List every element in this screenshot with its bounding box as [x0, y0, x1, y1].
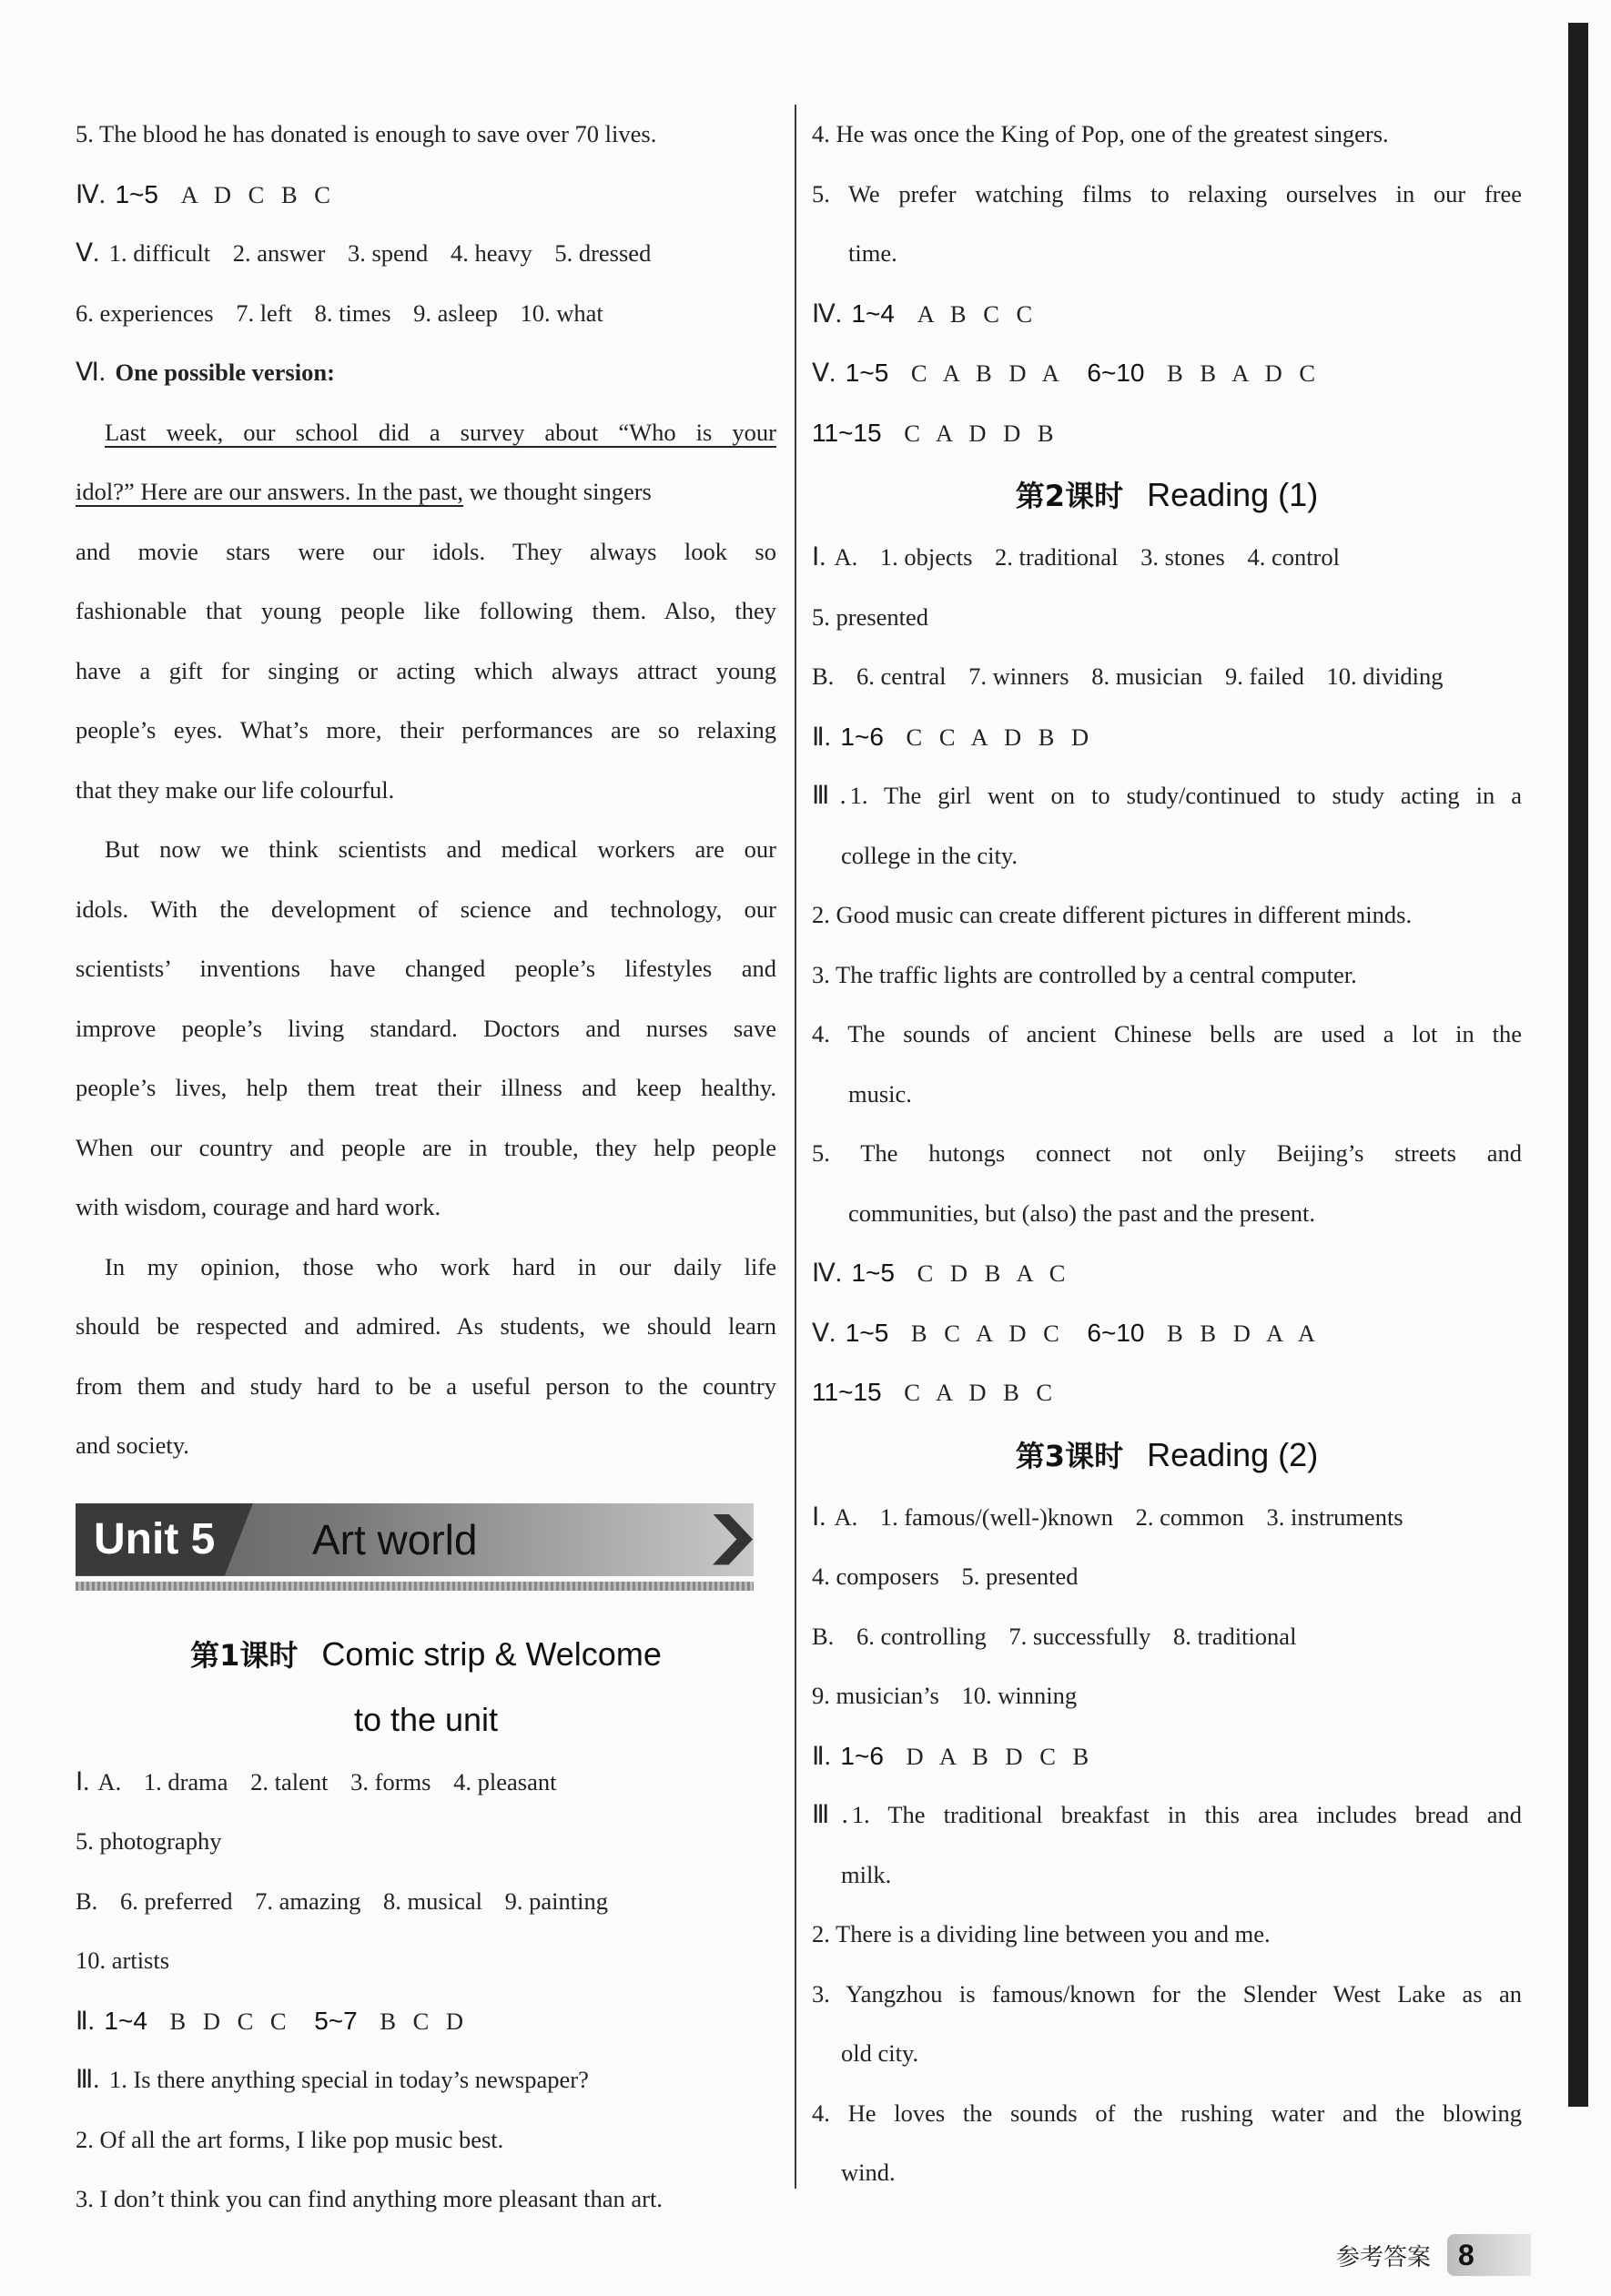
section-vi: Ⅵ. One possible version: — [76, 359, 335, 387]
answer-line: 3. I don’t think you can find anything more pleasant than art. — [76, 2185, 663, 2212]
right-column — [812, 105, 1522, 2203]
section-i-a: Ⅰ. A. 1. objects 2. traditional 3. stones 4. control — [812, 543, 1340, 571]
answer-line: milk. — [841, 1860, 892, 1888]
answer-line: college in the city. — [841, 841, 1018, 869]
essay-line: should be respected and admired. As students, we should learn — [76, 1312, 776, 1340]
essay-line: with wisdom, courage and hard work. — [76, 1193, 441, 1220]
essay-line: and movie stars were our idols. They always look so — [76, 537, 776, 565]
left-column — [76, 105, 776, 2230]
essay-line: idols. With the development of science and technology, our — [76, 895, 776, 923]
essay-line: and society. — [76, 1431, 189, 1459]
answer-line: 4. He was once the King of Pop, one of the greatest singers. — [812, 120, 1389, 147]
essay-line: people’s lives, help them treat their illness and keep healthy. — [76, 1074, 776, 1101]
section-i-b-row2: 10. artists — [76, 1947, 170, 1974]
essay-line: improve people’s living standard. Doctors and nurses save — [76, 1014, 776, 1042]
section-iii: Ⅲ. 1. Is there anything special in today’s newspaper? — [76, 2066, 589, 2094]
lesson-heading: 第1课时 Comic strip & Welcome — [190, 1634, 662, 1673]
essay-line: But now we think scientists and medical workers are our — [105, 835, 776, 863]
answer-line: old city. — [841, 2039, 919, 2067]
answer-line: 5. We prefer watching films to relaxing ourselves in our free — [812, 179, 1522, 207]
essay — [76, 403, 776, 1476]
answer-line: 3. The traffic lights are controlled by a central computer. — [812, 960, 1357, 988]
answer-line: 5. The hutongs connect not only Beijing’s streets and — [812, 1139, 1522, 1167]
essay-line: from them and study hard to be a useful person to the country — [76, 1371, 776, 1400]
answer-line: 2. Of all the art forms, I like pop music best. — [76, 2125, 504, 2153]
essay-line: have a gift for singing or acting which always attract young — [76, 656, 776, 684]
section-i-a-row2: 5. photography — [76, 1827, 222, 1855]
lesson-heading: 第2课时 Reading (1) — [1015, 476, 1319, 513]
answer-line: 4. He loves the sounds of the rushing water and the blowing — [812, 2099, 1522, 2127]
answer-line: 4. The sounds of ancient Chinese bells are used a lot in the — [812, 1020, 1522, 1047]
section-iii: Ⅲ. 1. The girl went on to study/continued to study acting in a — [812, 782, 1522, 810]
answer-line: 2. There is a dividing line between you and me. — [812, 1920, 1271, 1947]
section-iv: Ⅳ. 1~4 A B C C — [812, 298, 1039, 329]
section-ii: Ⅱ. 1~6 C C A D B D — [812, 722, 1095, 752]
section-v: Ⅴ. 1~5 B C A D C 6~10 B B D A A — [812, 1318, 1322, 1348]
section-v-row2: 6. experiences 7. left 8. times 9. asleep 10. what — [76, 298, 603, 327]
answer-line: 3. Yangzhou is famous/known for the Slender West Lake as an — [812, 1979, 1522, 2008]
section-v: Ⅴ. 1~5 C A B D A 6~10 B B A D C — [812, 359, 1322, 388]
section-v-row2: 11~15 C A D D B — [812, 418, 1059, 447]
essay-line: people’s eyes. What’s more, their performances are so relaxing — [76, 716, 776, 743]
unit-title: Art world — [312, 1515, 478, 1563]
page-footer — [1336, 2234, 1531, 2276]
unit-label: Unit 5 — [94, 1514, 216, 1563]
footer-label: 参考答案 — [1335, 2243, 1431, 2271]
banner-underline — [76, 1582, 754, 1591]
answer-line: time. — [848, 239, 897, 267]
section-iii: Ⅲ. 1. The traditional breakfast in this area includes bread and — [812, 1801, 1522, 1829]
section-ii: Ⅱ. 1~6 D A B D C B — [812, 1741, 1095, 1771]
essay-line: Last week, our school did a survey about “Who is your — [105, 418, 776, 446]
section-i-a: Ⅰ. A. 1. drama 2. talent 3. forms 4. pleasant — [76, 1767, 557, 1796]
answer-line: 5. The blood he has donated is enough to save over 70 lives. — [76, 120, 657, 147]
answer-line: music. — [848, 1079, 912, 1108]
essay-line: When our country and people are in trouble, they help people — [76, 1133, 776, 1161]
section-i-a-row2: 5. presented — [812, 602, 929, 631]
column-divider — [795, 105, 796, 2189]
section-ii: Ⅱ. 1~4 B D C C 5~7 B C D — [76, 2006, 470, 2036]
unit-banner — [76, 1487, 776, 1614]
essay-line: that they make our life colourful. — [76, 775, 395, 804]
section-v-row2: 11~15 C A D B C — [812, 1378, 1059, 1406]
section-v: Ⅴ. 1. difficult 2. answer 3. spend 4. heavy 5. dressed — [76, 239, 652, 268]
section-i-b: B. 6. central 7. winners 8. musician 9. failed 10. dividing — [812, 663, 1444, 690]
answer-line: communities, but (also) the past and the present. — [848, 1199, 1315, 1227]
section-i-b-row2: 9. musician’s 10. winning — [812, 1682, 1078, 1709]
section-iv: Ⅳ. 1~5 C D B A C — [812, 1259, 1071, 1288]
essay-line: idol?” Here are our answers. In the past, we thought singers — [76, 478, 652, 505]
lesson-heading-line2: to the unit — [353, 1700, 499, 1738]
answer-line: wind. — [841, 2159, 896, 2186]
essay-line: fashionable that young people like following them. Also, they — [76, 597, 776, 624]
lesson-heading: 第3课时 Reading (2) — [1015, 1435, 1319, 1473]
section-i-a-row2: 4. composers 5. presented — [812, 1563, 1079, 1590]
essay-line: scientists’ inventions have changed people’s lifestyles and — [76, 955, 776, 982]
section-i-a: Ⅰ. A. 1. famous/(well-)known 2. common 3. instruments — [812, 1502, 1403, 1532]
page-edge-bar — [1568, 23, 1588, 2107]
section-i-b: B. 6. preferred 7. amazing 8. musical 9. painting — [76, 1886, 608, 1915]
page-number: 8 — [1447, 2234, 1531, 2276]
answer-line: 2. Good music can create different pictures in different minds. — [812, 901, 1413, 928]
essay-line: In my opinion, those who work hard in our daily life — [105, 1252, 776, 1280]
section-iv: Ⅳ. 1~5 A D C B C — [76, 179, 336, 209]
section-i-b: B. 6. controlling 7. successfully 8. traditional — [812, 1622, 1297, 1650]
